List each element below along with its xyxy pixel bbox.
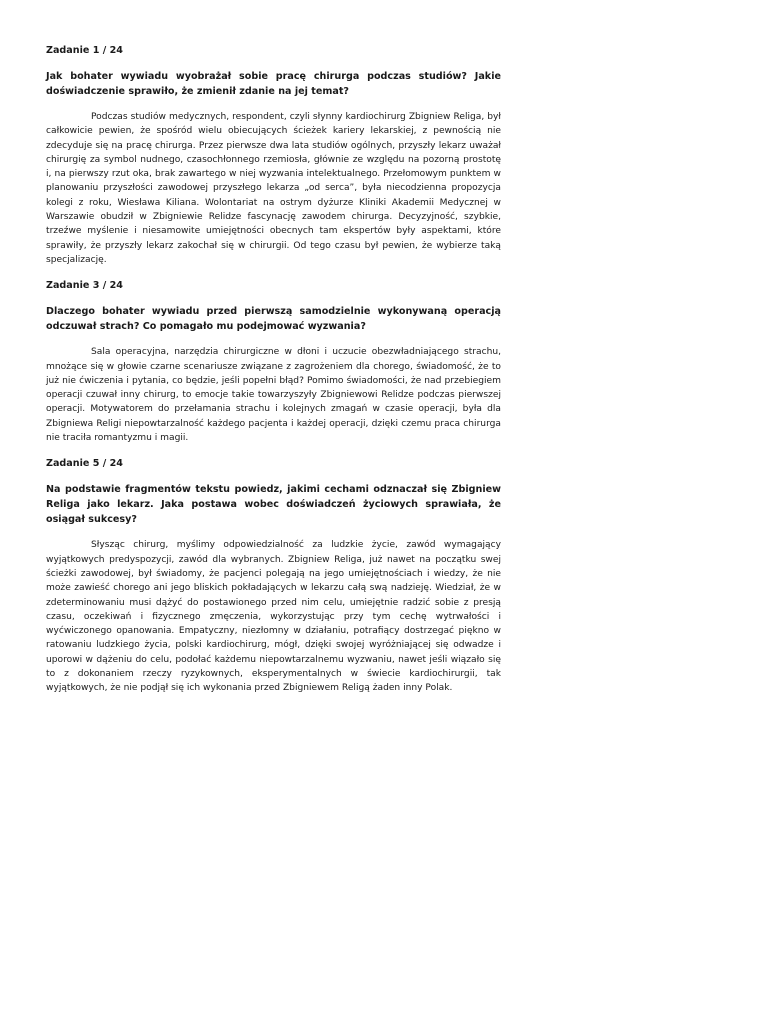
task-answer: Sala operacyjna, narzędzia chirurgiczne w dłoni i uczucie obezwładniającego strachu, mnożące się w głowie czarne scenariusze związane z zagrożeniem dla chorego, świadomość, że to już nie ćwiczenia i pytania, co będzie, jeśli popełni błąd? Pomimo świadomości, że nad przebiegiem operacji czuwał inny chirurg, to emocje takie towarzyszyły Zbigniewowi Relidze podczas pierwszej operacji. Motywatorem do przełamania strachu i kolejnych zmagań w czasie operacji, była dla Zbigniewa Religi niepowtarzalność każdego pacjenta i każdej operacji, dzięki czemu praca chirurga nie traciła romantyzmu i magii.	[46, 347, 501, 444]
task-question: Jak bohater wywiadu wyobrażał sobie pracę chirurga podczas studiów? Jakie doświadczenie sprawiło, że zmienił zdanie na jej temat?	[46, 71, 501, 97]
task-heading: Zadanie 3 / 24	[46, 280, 123, 292]
task-answer: Podczas studiów medycznych, respondent, czyli słynny kardiochirurg Zbigniew Religa, był całkowicie pewien, że spośród wielu obiecujących ścieżek kariery lekarskiej, z pewnością nie zdecyduje się na pracę chirurga. Przez pierwsze dwa lata studiów ogólnych, przyszły lekarz uważał chirurgię za symbol nudnego, czasochłonnego rzemiosła, głównie ze względu na pozorną prostotę i, na pierwszy rzut oka, brak zawartego w niej wyzwania intelektualnego. Przełomowym punktem w planowaniu przyszłości zawodowej przyszłego lekarza „od serca”, była niecodzienna propozycja kolegi z roku, Wiesława Kiliana. Wolontariat na ostrym dyżurze Kliniki Akademii Medycznej w Warszawie obudził w Zbigniewie Relidze fascynację zawodem chirurga. Decyzyjność, szybkie, trzeźwe myślenie i niesamowite umiejętności obecnych tam ekspertów były aspektami, które sprawiły, że przyszły lekarz zakochał się w chirurgii. Od tego czasu był pewien, że wybierze taką specjalizację.	[46, 112, 501, 265]
task-answer: Słysząc chirurg, myślimy odpowiedzialność za ludzkie życie, zawód wymagający wyjątkowych predyspozycji, zawód dla wybranych. Zbigniew Religa, już nawet na początku swej ścieżki zawodowej, był świadomy, że pacjenci polegają na jego umiejętnościach i wiedzy, że nie może zawieść chorego ani jego bliskich pokładających w lekarzu całą swą nadzieję. Wiedział, że w zdeterminowaniu musi dążyć do postawionego przed nim celu, umiejętnie radzić sobie z presją czasu, oczekiwań i fizycznego zmęczenia, wykorzystując przy tym cechę wytrwałości i wyćwiczonego opanowania. Empatyczny, niezłomny w działaniu, potrafiący dostrzegać piękno w ratowaniu ludzkiego życia, polski kardiochirurg, mógł, dzięki swojej wyróżniającej się odwadze i uporowi w dążeniu do celu, podołać każdemu niepowtarzalnemu wyzwaniu, nawet jeśli wiązało się to z dokonaniem rzeczy ryzykownych, eksperymentalnych w świecie kardiochirurgii, tak wyjątkowych, że nie podjął się ich wykonania przed Zbigniewem Religą żaden inny Polak.	[46, 540, 501, 694]
task-section-1	[46, 44, 501, 267]
document-page	[46, 44, 501, 708]
task-section-5	[46, 457, 501, 695]
task-heading: Zadanie 5 / 24	[46, 458, 123, 470]
task-question: Dlaczego bohater wywiadu przed pierwszą samodzielnie wykonywaną operacją odczuwał strach? Co pomagało mu podejmować wyzwania?	[46, 306, 501, 333]
task-heading: Zadanie 1 / 24	[46, 45, 123, 56]
task-section-3	[46, 279, 501, 445]
task-question: Na podstawie fragmentów tekstu powiedz, jakimi cechami odznaczał się Zbigniew Religa jako lekarz. Jaka postawa wobec doświadczeń życiowych sprawiała, że osiągał sukcesy?	[46, 484, 501, 526]
